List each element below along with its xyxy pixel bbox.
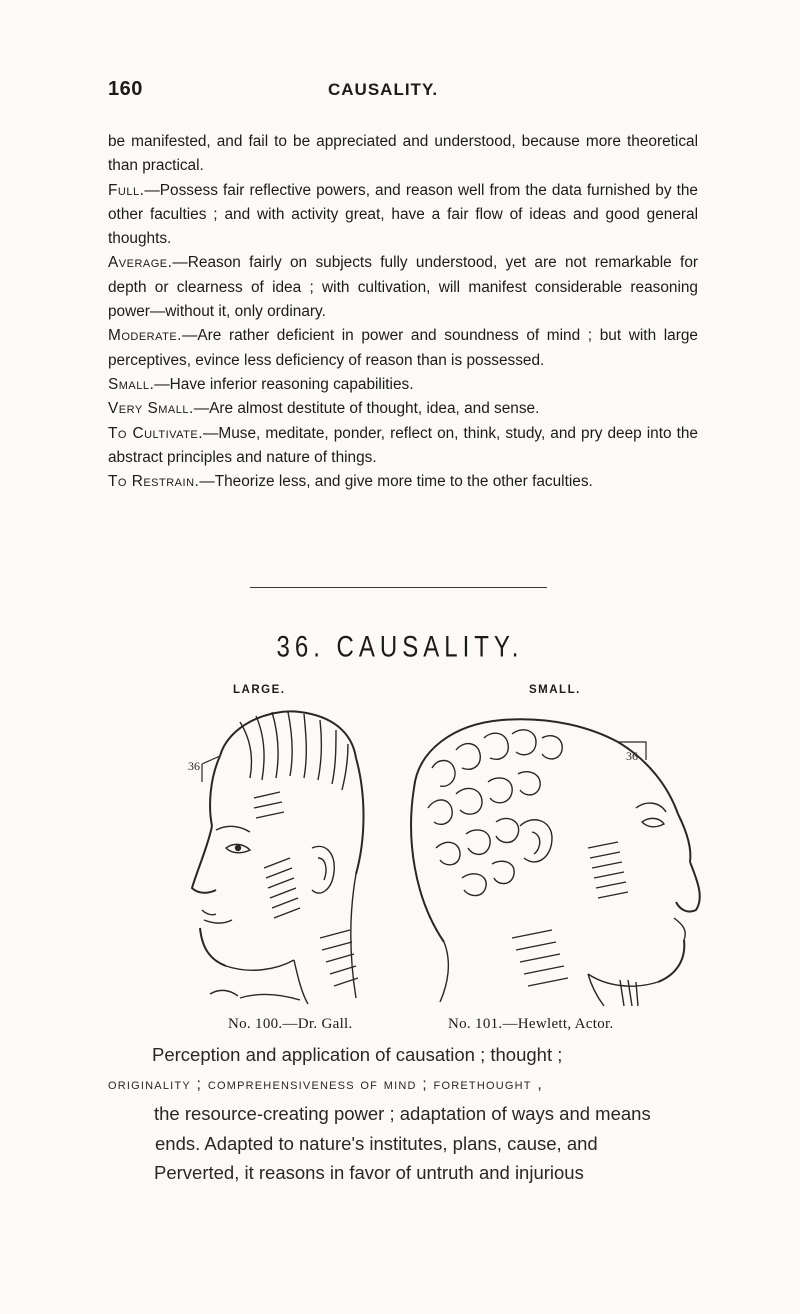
body-text bbox=[108, 130, 698, 494]
paragraph-text: —Possess fair reflective powers, and reason well from the data furnished by the other faculties ; and with activity great, have a fair flow of ideas and good general thoughts. bbox=[108, 181, 698, 248]
paragraph-text: —Muse, meditate, ponder, reflect on, think, study, and pry deep into the abstract principles and nature of things. bbox=[108, 424, 698, 466]
figure-label-small: SMALL. bbox=[529, 684, 581, 696]
paragraph-lead: Full. bbox=[108, 181, 145, 199]
figure-caption-right: No. 101.—Hewlett, Actor. bbox=[448, 1016, 614, 1032]
description-line: Perverted, it reasons in favor of untruth and injurious bbox=[154, 1162, 584, 1183]
section-title: 36. CAUSALITY. bbox=[276, 630, 524, 664]
figure-caption-left: No. 100.—Dr. Gall. bbox=[228, 1016, 353, 1032]
paragraph-text: —Theorize less, and give more time to the other faculties. bbox=[199, 473, 593, 491]
faculty-description bbox=[108, 1040, 700, 1188]
figure-marker-right: 36 bbox=[626, 749, 638, 763]
paragraph-very-small bbox=[108, 397, 698, 421]
paragraph-moderate bbox=[108, 324, 698, 373]
figure-marker-left: 36 bbox=[188, 759, 200, 773]
section-divider bbox=[250, 587, 547, 588]
paragraph-small bbox=[108, 373, 698, 397]
paragraph-text: be manifested, and fail to be appreciated and understood, because more theoretical than practical. bbox=[108, 133, 698, 175]
paragraph-to-restrain bbox=[108, 470, 698, 494]
page-number: 160 bbox=[108, 78, 143, 100]
paragraph-lead: Very Small. bbox=[108, 400, 194, 418]
paragraph-text: —Are almost destitute of thought, idea, and sense. bbox=[193, 400, 540, 418]
description-line: Perception and application of causation ; thought ; bbox=[152, 1044, 563, 1065]
paragraph-full bbox=[108, 179, 698, 252]
paragraph-continuation bbox=[108, 130, 698, 179]
paragraph-lead: To Cultivate. bbox=[108, 424, 204, 442]
description-line: the resource-creating power ; adaptation of ways and means bbox=[154, 1103, 651, 1124]
paragraph-lead: Small. bbox=[108, 375, 155, 393]
paragraph-lead: To Restrain. bbox=[108, 473, 200, 491]
paragraph-text: —Reason fairly on subjects fully understood, yet are not remarkable for depth or clearness of idea ; with cultivation, will manifest considerable reasoning power—without it, only ordinary. bbox=[108, 254, 698, 321]
paragraph-lead: Moderate. bbox=[108, 327, 182, 345]
paragraph-average bbox=[108, 251, 698, 324]
engraving-head-small bbox=[392, 698, 718, 1008]
paragraph-text: —Have inferior reasoning capabilities. bbox=[154, 375, 414, 393]
paragraph-lead: Average. bbox=[108, 254, 173, 272]
paragraph-to-cultivate bbox=[108, 422, 698, 471]
engraving-head-large bbox=[180, 698, 390, 1008]
description-line: ends. Adapted to nature's institutes, plans, cause, and bbox=[155, 1132, 598, 1154]
figure-label-large: LARGE. bbox=[233, 684, 286, 696]
running-title: CAUSALITY. bbox=[328, 80, 439, 99]
description-line: originality ; comprehensiveness of mind ; forethought , bbox=[108, 1075, 543, 1093]
page-header bbox=[108, 78, 698, 118]
paragraph-text: —Are rather deficient in power and soundness of mind ; but with large perceptives, evince less deficiency of reason than is possessed. bbox=[108, 327, 698, 369]
